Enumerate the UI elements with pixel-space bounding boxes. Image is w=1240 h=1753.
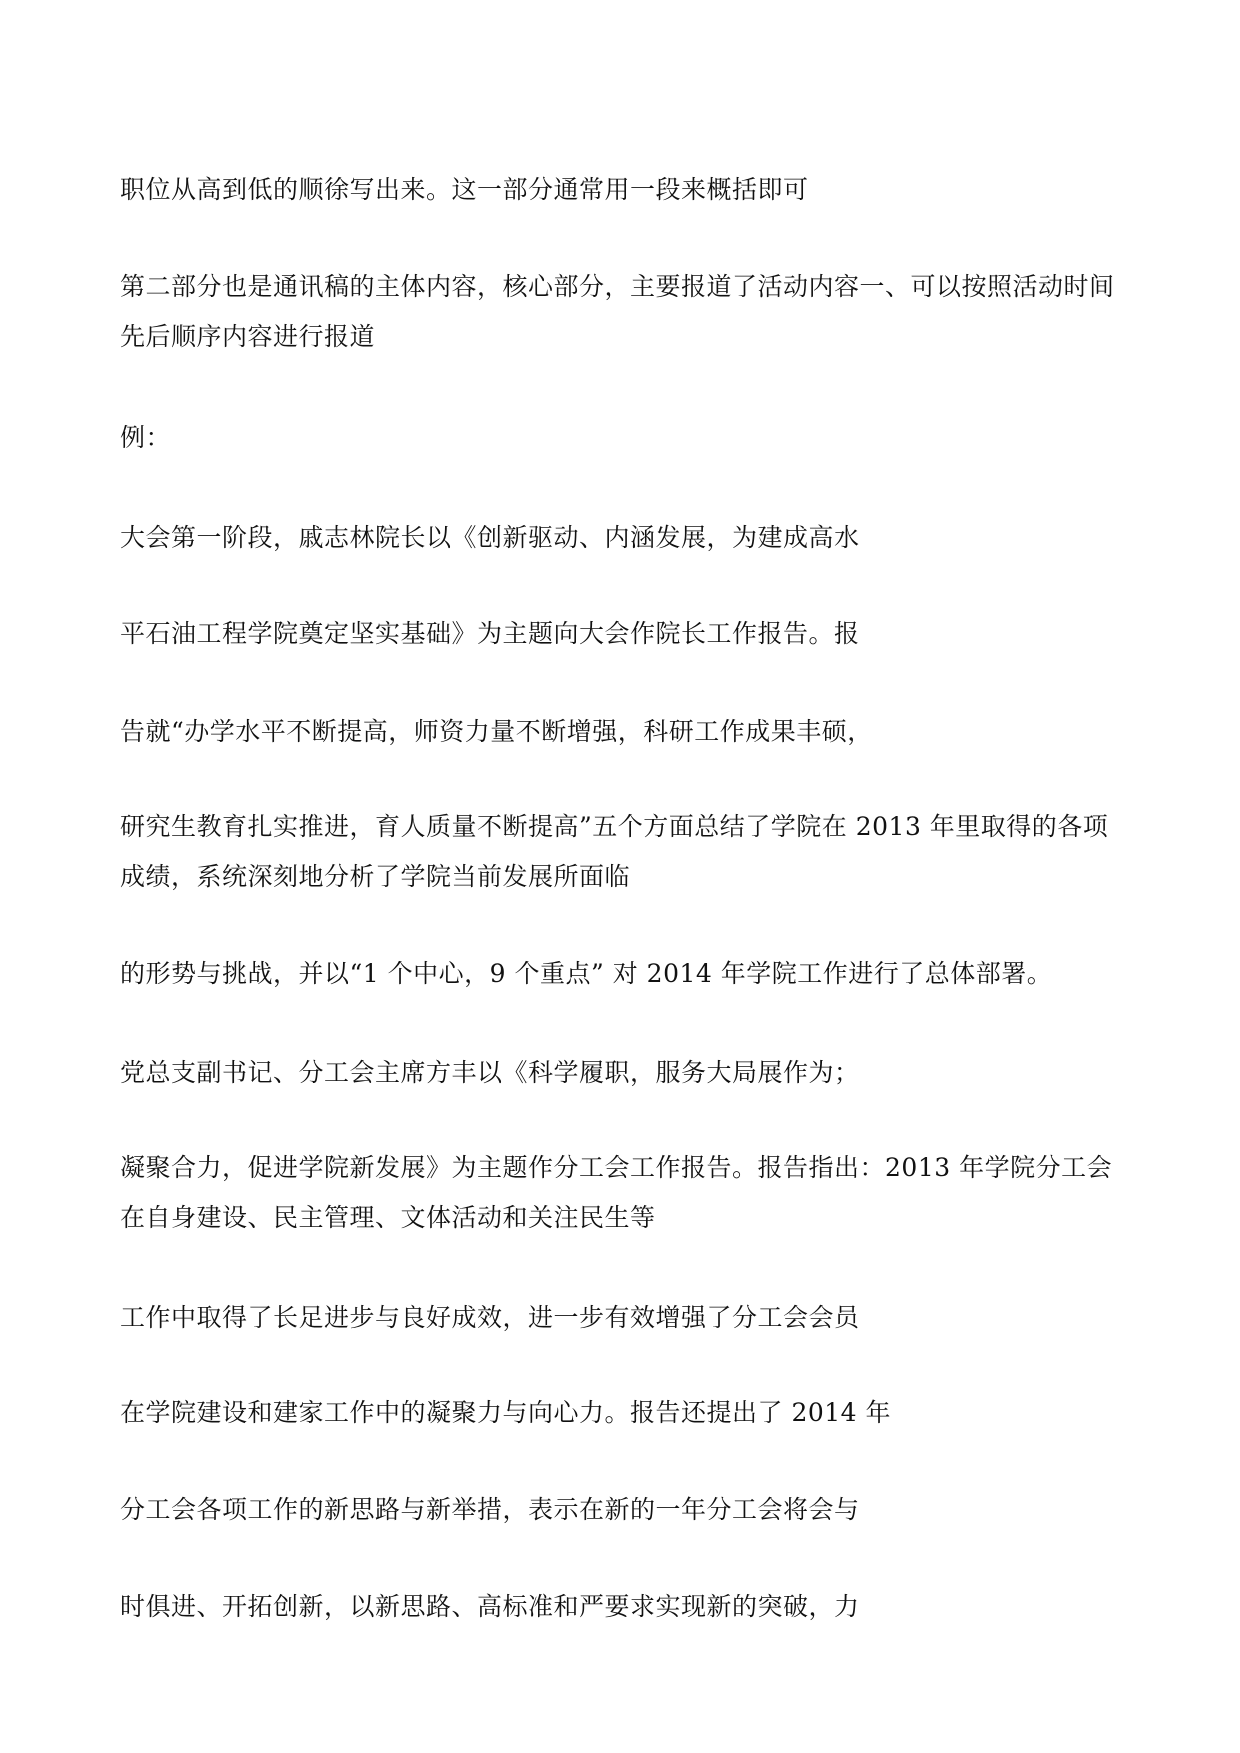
paragraph-3: 例： [120, 423, 172, 452]
paragraph-12: 在学院建设和建家工作中的凝聚力与向心力。报告还提出了 2014 年 [120, 1398, 892, 1427]
paragraph-8: 的形势与挑战，并以“1 个中心，9 个重点” 对 2014 年学院工作进行了总体部署。 [120, 959, 1053, 988]
paragraph-13: 分工会各项工作的新思路与新举措，表示在新的一年分工会将会与 [120, 1495, 860, 1524]
paragraph-14: 时俱进、开拓创新，以新思路、高标准和严要求实现新的突破，力 [120, 1592, 860, 1621]
paragraph-1: 职位从高到低的顺徐写出来。这一部分通常用一段来概括即可 [120, 175, 809, 204]
paragraph-6: 告就“办学水平不断提高，师资力量不断增强，科研工作成果丰硕， [120, 717, 873, 746]
paragraph-5: 平石油工程学院奠定坚实基础》为主题向大会作院长工作报告。报 [120, 619, 860, 648]
paragraph-7: 研究生教育扎实推进，育人质量不断提高”五个方面总结了学院在 2013 年里取得的各项成绩，系统深刻地分析了学院当前发展所面临 [120, 812, 1109, 891]
paragraph-11: 工作中取得了长足进步与良好成效，进一步有效增强了分工会会员 [120, 1303, 860, 1332]
paragraph-10: 凝聚合力，促进学院新发展》为主题作分工会工作报告。报告指出：2013 年学院分工会在自身建设、民主管理、文体活动和关注民生等 [120, 1153, 1113, 1232]
paragraph-4: 大会第一阶段，戚志林院长以《创新驱动、内涵发展，为建成高水 [120, 523, 860, 552]
paragraph-9: 党总支副书记、分工会主席方丰以《科学履职，服务大局展作为； [120, 1058, 860, 1087]
paragraph-2: 第二部分也是通讯稿的主体内容，核心部分，主要报道了活动内容一、可以按照活动时间先后顺序内容进行报道 [120, 272, 1115, 351]
